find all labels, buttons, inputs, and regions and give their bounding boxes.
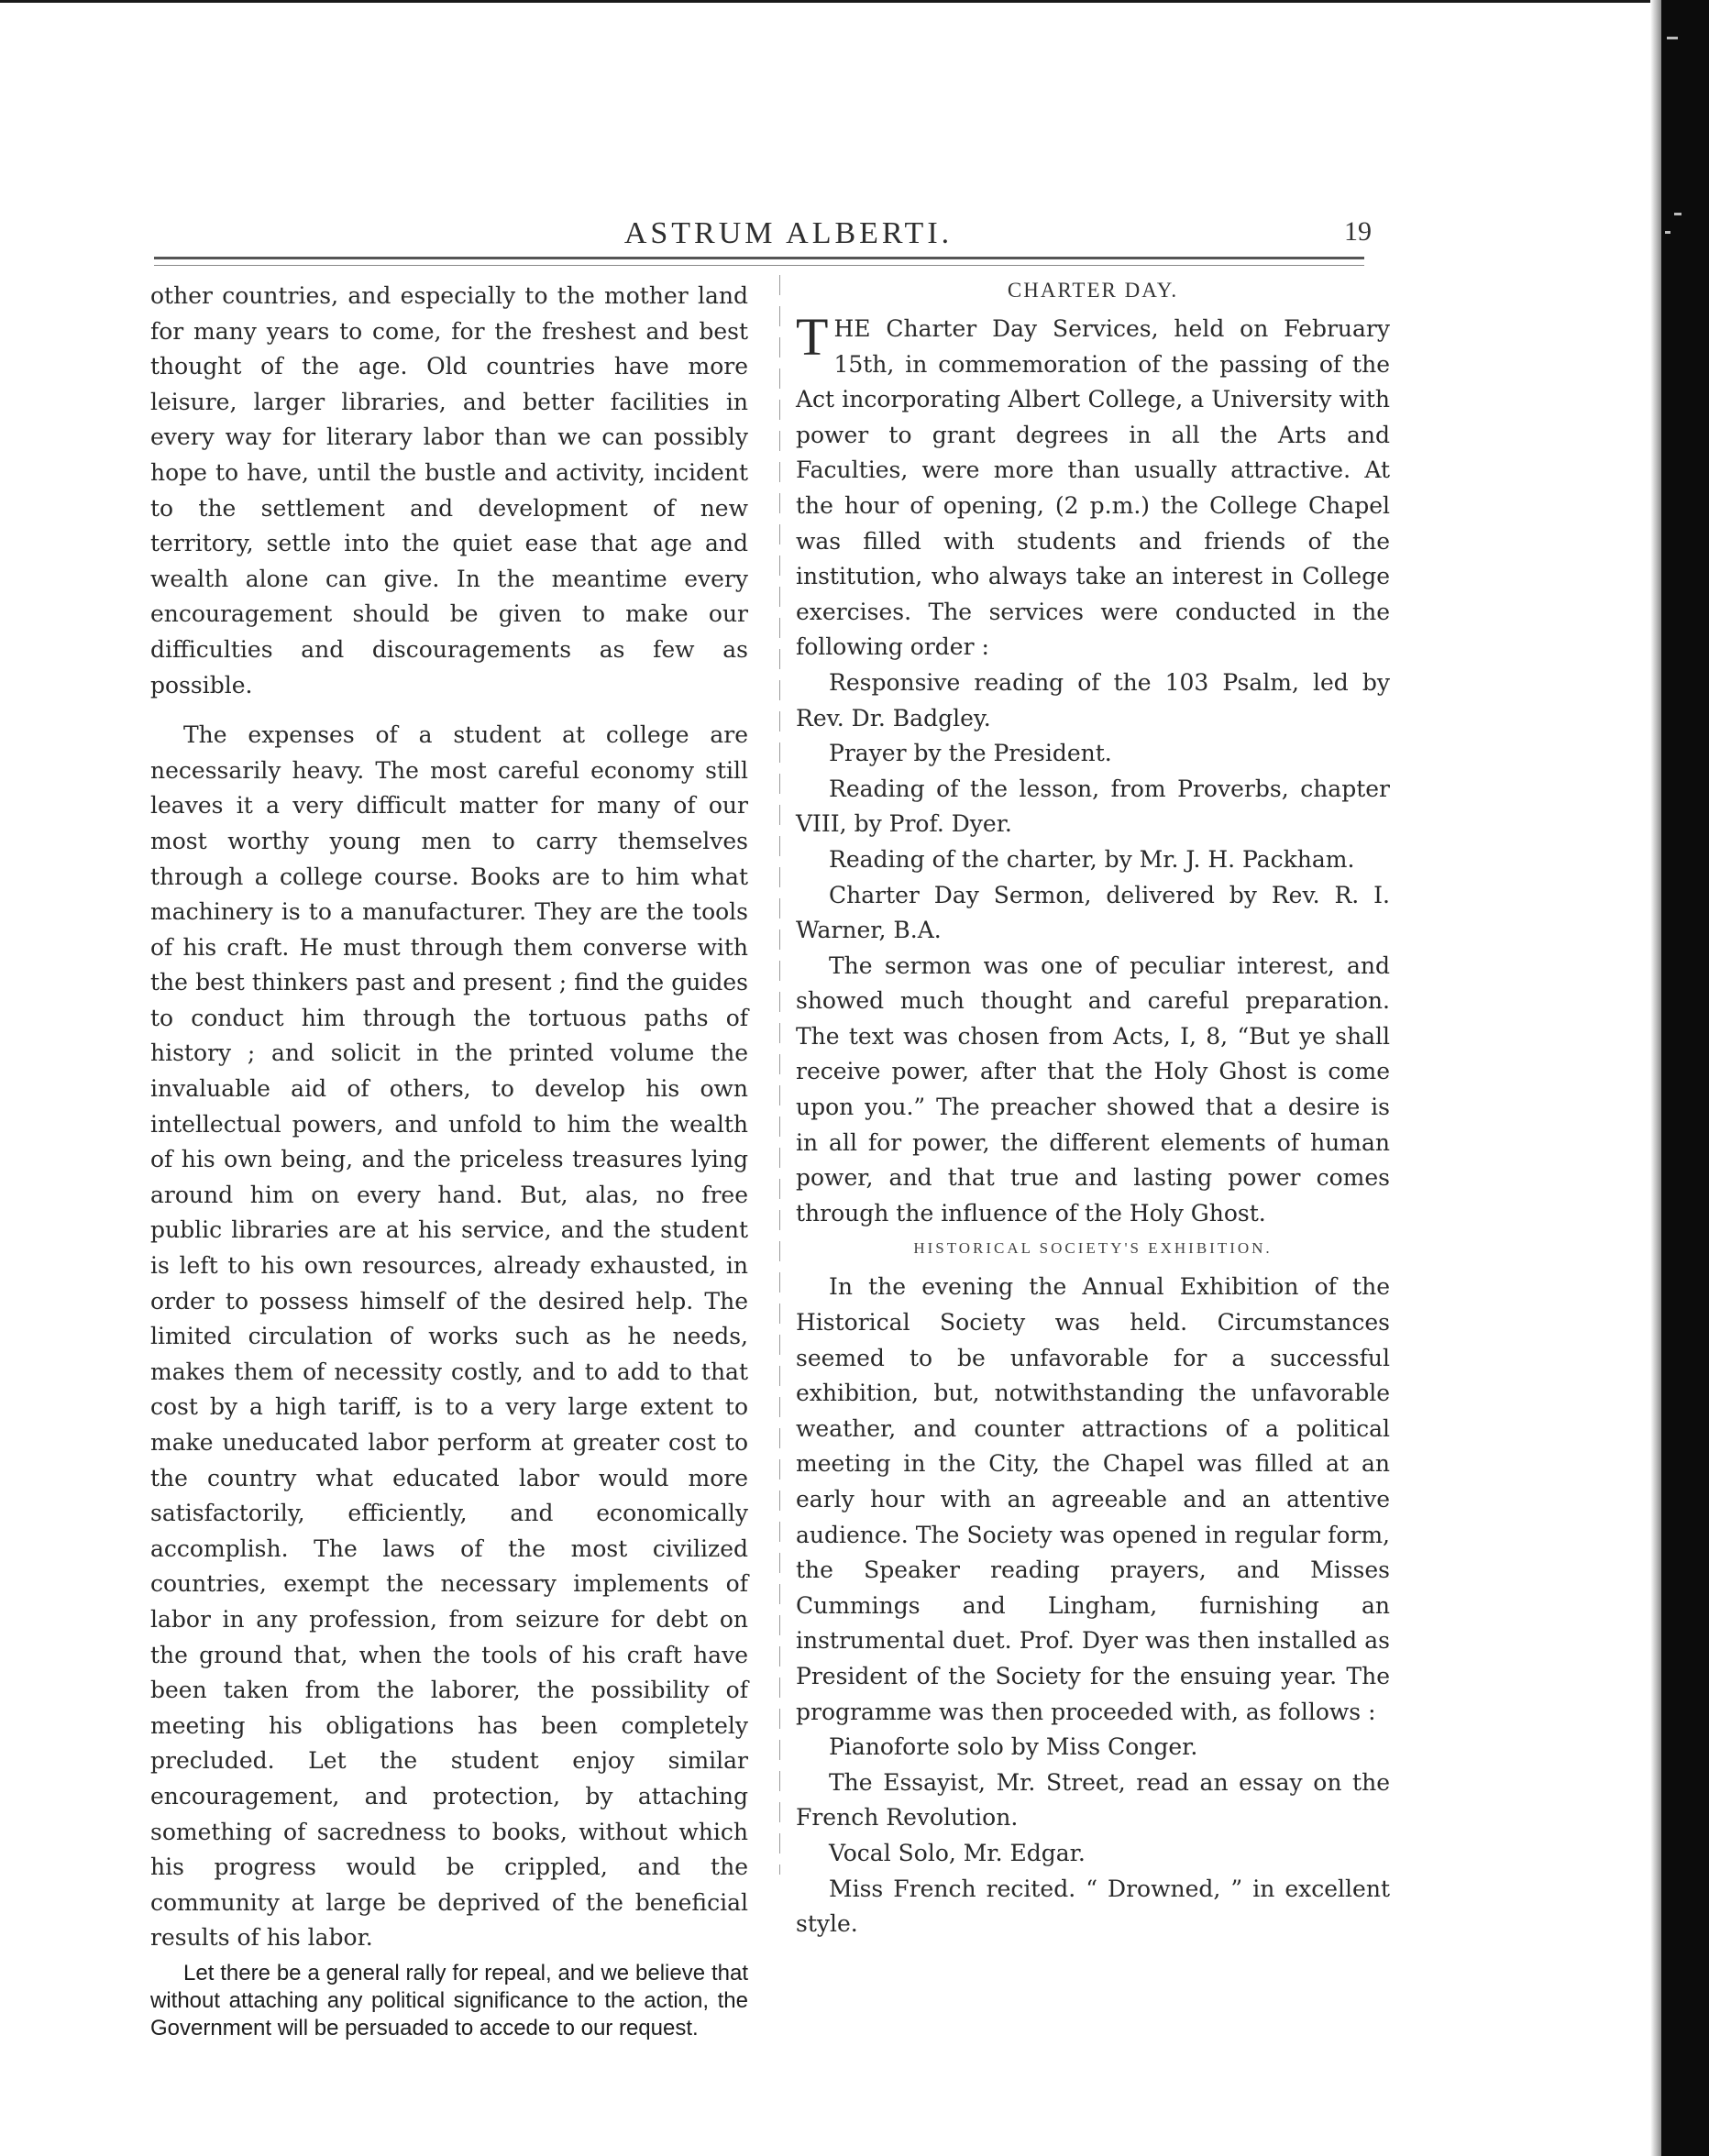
page-edge-shadow — [1650, 0, 1661, 2156]
continued-paragraph: other countries, and especially to the mother land for many years to come, for the freshest and best thought of the age. Old countries have more leisure, larger libraries, and better facilities in every way for literary labor than we can possibly hope to have, until the bustle and activity, incident to the settlement and development of new territory, settle into the quiet ease that age and wealth alone can give. In the meantime every encouragement should be given to make our difficulties and discouragements as few as possible. — [150, 282, 748, 698]
expenses-paragraph: The expenses of a student at college are necessarily heavy. The most careful economy still leaves it a very difficult matter for many of our most worthy young men to carry themselves through a college course. Books are to him what machinery is to a manufacturer. They are the tools of his craft. He must through them converse with the best thinkers past and present ; find the guides to conduct him through the tortuous paths of history ; and solicit in the printed volume the invaluable aid of others, to develop his own intellectual powers, and unfold to him the wealth of his own being, and the priceless treasures lying around him on every hand. But, alas, no free public libraries are at his service, and the student is left to his own resources, already exhausted, in order to possess himself of the desired help. The limited circulation of works such as he needs, makes them of necessity costly, and to add to that cost by a high tariff, is to a very large extent to make uneducated labor perform at greater cost to the country what educated labor would more satisfactorily, efficiently, and economically accomplish. The laws of the most civilized countries, exempt the necessary implements of labor in any profession, from seizure for debt on the ground that, when the tools of his craft have been taken from the laborer, the possibility of meeting his obligations has been completely precluded. Let the student enjoy similar encouragement, and protection, by attaching something of sacredness to books, without which his progress would be crippled, and the community at large be deprived of the beneficial results of his labor. — [150, 721, 748, 1952]
scan-right-border — [1661, 0, 1709, 2156]
left-column — [150, 279, 748, 2042]
column-divider — [779, 275, 780, 1875]
charter-program-item: Reading of the charter, by Mr. J. H. Packham. — [829, 845, 1355, 873]
sermon-paragraph: The sermon was one of peculiar interest, and showed much thought and careful preparation. The text was chosen from Acts, I, 8, “But ye shall receive power, after that the Holy Ghost is come upon you.” The preacher showed that a desire is in all for power, the different elements of human power, and that true and lasting power comes through the influence of the Holy Ghost. — [796, 952, 1390, 1226]
page-number: 19 — [1344, 216, 1372, 247]
charter-day-heading: CHARTER DAY. — [1007, 279, 1179, 302]
historical-society-heading: HISTORICAL SOCIETY'S EXHIBITION. — [913, 1239, 1273, 1258]
right-column — [796, 275, 1390, 1942]
exhibition-program-item: Pianoforte solo by Miss Conger. — [829, 1733, 1198, 1761]
scan-top-border — [0, 0, 1661, 3]
charter-program-item: Charter Day Sermon, delivered by Rev. R. I. Warner, B.A. — [796, 881, 1390, 944]
closing-paragraph: Let there be a general rally for repeal, and we believe that without attaching any political significance to the action, the Government will be persuaded to accede to our request. — [150, 1960, 748, 2040]
drop-cap: T — [796, 307, 829, 367]
charter-program-item: Prayer by the President. — [829, 740, 1112, 767]
exhibition-program-item: Miss French recited. “ Drowned, ” in excellent style. — [796, 1875, 1390, 1938]
running-head — [0, 216, 1650, 253]
charter-day-intro — [796, 307, 1390, 666]
exhibition-paragraph: In the evening the Annual Exhibition of the Historical Society was held. Circumstances seemed to be unfavorable for a successful exhibition, but, notwithstanding the unfavorable weather, and counter attractions of a political meeting in the City, the Chapel was filled at an early hour with an agreeable and an attentive audience. The Society was opened in regular form, the Speaker reading prayers, and Misses Cummings and Lingham, furnishing an instrumental duet. Prof. Dyer was then installed as President of the Society for the ensuing year. The programme was then proceeded with, as follows : — [796, 1273, 1390, 1725]
journal-title: ASTRUM ALBERTI. — [623, 216, 954, 250]
charter-day-intro-text: HE Charter Day Services, held on February 15th, in commemoration of the passing of the Act incorporating Albert College, a University with power to grant degrees in all the Arts and Faculties, were more than usually attractive. At the hour of opening, (2 p.m.) the College Chapel was filled with students and friends of the institution, who always take an interest in College exercises. The services were conducted in the following order : — [796, 315, 1390, 661]
exhibition-program-item: The Essayist, Mr. Street, read an essay on the French Revolution. — [796, 1768, 1390, 1832]
charter-program-item: Responsive reading of the 103 Psalm, led by Rev. Dr. Badgley. — [796, 668, 1390, 732]
header-rule-thick — [154, 257, 1364, 259]
exhibition-program-item: Vocal Solo, Mr. Edgar. — [829, 1839, 1086, 1866]
header-rule-thin — [154, 265, 1364, 266]
charter-program-item: Reading of the lesson, from Proverbs, chapter VIII, by Prof. Dyer. — [796, 775, 1390, 838]
